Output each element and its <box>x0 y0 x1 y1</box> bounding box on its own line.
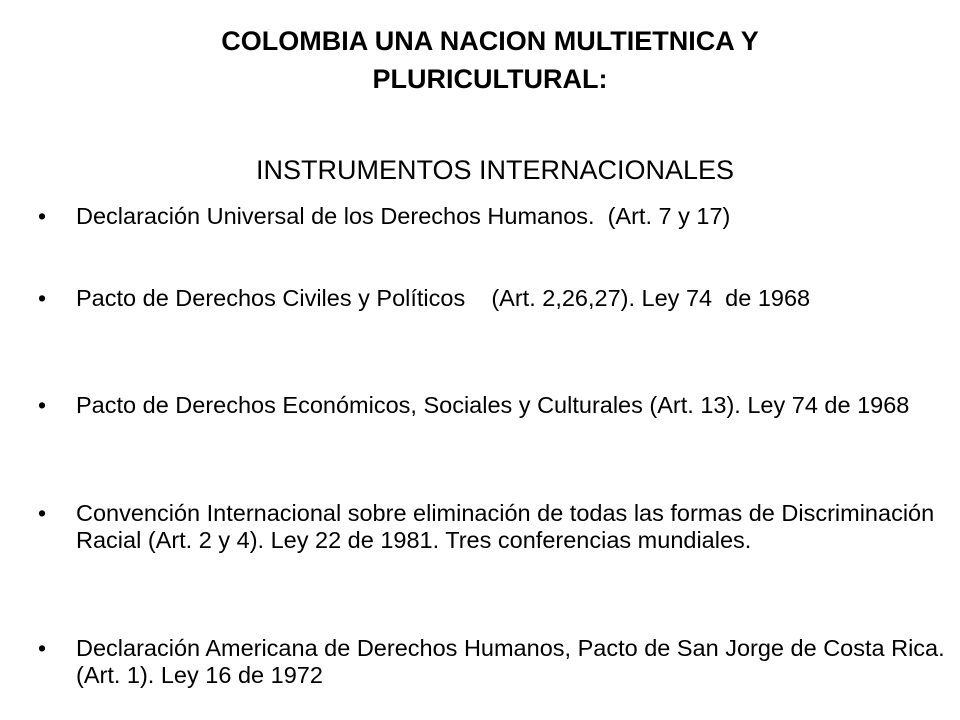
bullet-item-pacto-civiles <box>38 285 960 312</box>
bullet-icon: • <box>38 285 47 311</box>
bullet-icon: • <box>38 635 47 661</box>
bullet-icon: • <box>38 500 47 526</box>
bullet-text: Declaración Universal de los Derechos Humanos. (Art. 7 y 17) <box>76 203 731 229</box>
bullet-item-declaracion-americana <box>38 635 960 689</box>
bullet-icon: • <box>38 203 47 229</box>
bullet-item-declaracion-universal <box>38 203 960 230</box>
slide-title: COLOMBIA UNA NACION MULTIETNICA Y PLURICULTURAL: <box>221 26 759 94</box>
bullet-item-convencion-discriminacion <box>38 500 960 554</box>
bullet-text: Declaración Americana de Derechos Humanos, Pacto de San Jorge de Costa Rica. (Art. 1). Ley 16 de 1972 <box>76 635 958 688</box>
slide-subtitle: INSTRUMENTOS INTERNACIONALES <box>255 155 735 185</box>
bullet-item-pacto-economicos <box>38 392 960 419</box>
bullet-text: Pacto de Derechos Civiles y Políticos (Art. 2,26,27). Ley 74 de 1968 <box>76 285 811 311</box>
bullet-icon: • <box>38 392 47 418</box>
bullet-text: Pacto de Derechos Económicos, Sociales y Culturales (Art. 13). Ley 74 de 1968 <box>76 392 910 418</box>
bullet-text: Convención Internacional sobre eliminación de todas las formas de Discriminación Racial (Art. 2 y 4). Ley 22 de 1981. Tres conferencias mundiales. <box>76 500 941 553</box>
